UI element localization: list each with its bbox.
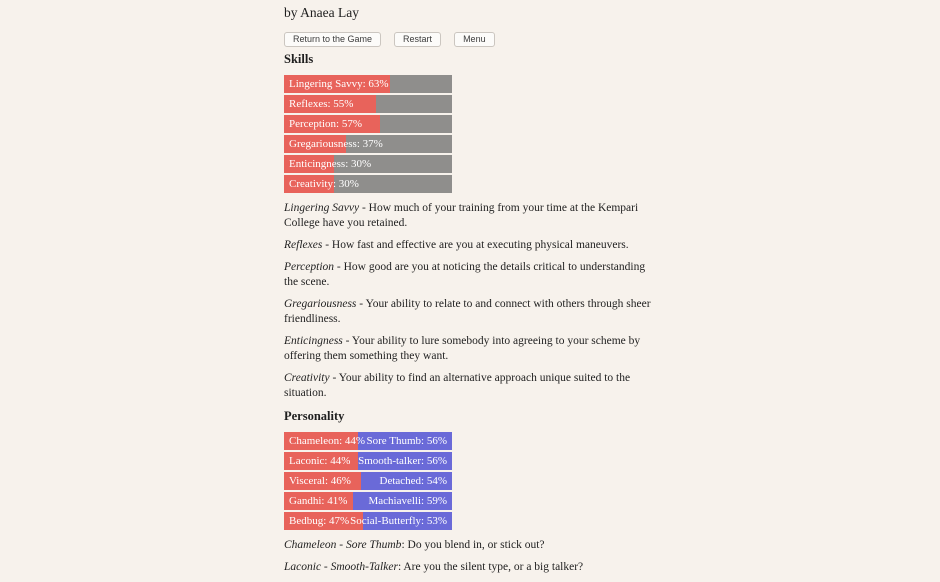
skill-bar	[284, 135, 452, 153]
skill-bar	[284, 175, 452, 193]
skill-description: Reflexes - How fast and effective are you at executing physical maneuvers.	[284, 239, 629, 251]
skills-descriptions	[284, 201, 656, 401]
author-byline: by Anaea Lay	[284, 5, 359, 20]
personality-bar-right-label: Social-Butterfly: 53%	[350, 515, 447, 527]
toolbar	[284, 29, 656, 44]
stat-term: Gregariousness	[284, 298, 357, 310]
menu-button[interactable]: Menu	[454, 32, 495, 47]
personality-heading: Personality	[284, 409, 345, 423]
personality-bar	[284, 472, 452, 490]
skill-description: Perception - How good are you at noticing the details critical to understanding the scene.	[284, 261, 646, 288]
stat-term: Enticingness	[284, 335, 343, 347]
personality-bar	[284, 512, 452, 530]
skills-heading: Skills	[284, 52, 314, 66]
skill-bar-label: Creativity: 30%	[289, 178, 359, 190]
skill-description: Lingering Savvy - How much of your training from your time at the Kempari College have you retained.	[284, 202, 639, 229]
personality-description: Chameleon - Sore Thumb: Do you blend in, or stick out?	[284, 539, 545, 551]
stat-term: Chameleon - Sore Thumb	[284, 539, 402, 551]
restart-button[interactable]: Restart	[394, 32, 441, 47]
skill-bar-label: Perception: 57%	[289, 118, 363, 130]
skill-bar	[284, 115, 452, 133]
skill-bar	[284, 95, 452, 113]
personality-bar-left-label: Bedbug: 47%	[289, 515, 350, 527]
skill-bar	[284, 155, 452, 173]
return-to-game-button[interactable]: Return to the Game	[284, 32, 381, 47]
personality-bar-left-label: Chameleon: 44%	[289, 435, 366, 447]
personality-bar	[284, 452, 452, 470]
skill-bar-label: Reflexes: 55%	[289, 98, 354, 110]
stat-term: Perception	[284, 261, 335, 273]
stat-term: Laconic - Smooth-Talker	[284, 561, 398, 573]
stat-term: Lingering Savvy	[284, 202, 360, 214]
personality-bar-right-label: Machiavelli: 59%	[368, 495, 447, 507]
skills-bar-chart	[284, 75, 656, 193]
personality-bar-chart	[284, 432, 656, 530]
personality-bar-left-label: Laconic: 44%	[289, 455, 351, 467]
personality-bar-left-label: Visceral: 46%	[289, 475, 351, 487]
skill-description: Gregariousness - Your ability to relate to and connect with others through sheer friendliness.	[284, 298, 651, 325]
skill-bar-label: Gregariousness: 37%	[289, 138, 383, 150]
skill-description: Creativity - Your ability to find an alternative approach unique suited to the situation.	[284, 372, 631, 399]
personality-description: Laconic - Smooth-Talker: Are you the silent type, or a big talker?	[284, 561, 584, 573]
personality-bar-right-label: Smooth-talker: 56%	[358, 455, 447, 467]
skill-bar-label: Enticingness: 30%	[289, 158, 372, 170]
skill-description: Enticingness - Your ability to lure somebody into agreeing to your scheme by offering them something they want.	[284, 335, 641, 362]
stat-term: Reflexes	[284, 239, 323, 251]
personality-bar-right-label: Sore Thumb: 56%	[366, 435, 447, 447]
skill-bar-label: Lingering Savvy: 63%	[289, 78, 389, 90]
stats-screen	[284, 5, 656, 582]
personality-bar	[284, 432, 452, 450]
personality-bar	[284, 492, 452, 510]
skill-bar	[284, 75, 452, 93]
stat-term: Creativity	[284, 372, 330, 384]
personality-bar-left-label: Gandhi: 41%	[289, 495, 348, 507]
personality-bar-right-label: Detached: 54%	[379, 475, 447, 487]
personality-descriptions	[284, 538, 656, 575]
